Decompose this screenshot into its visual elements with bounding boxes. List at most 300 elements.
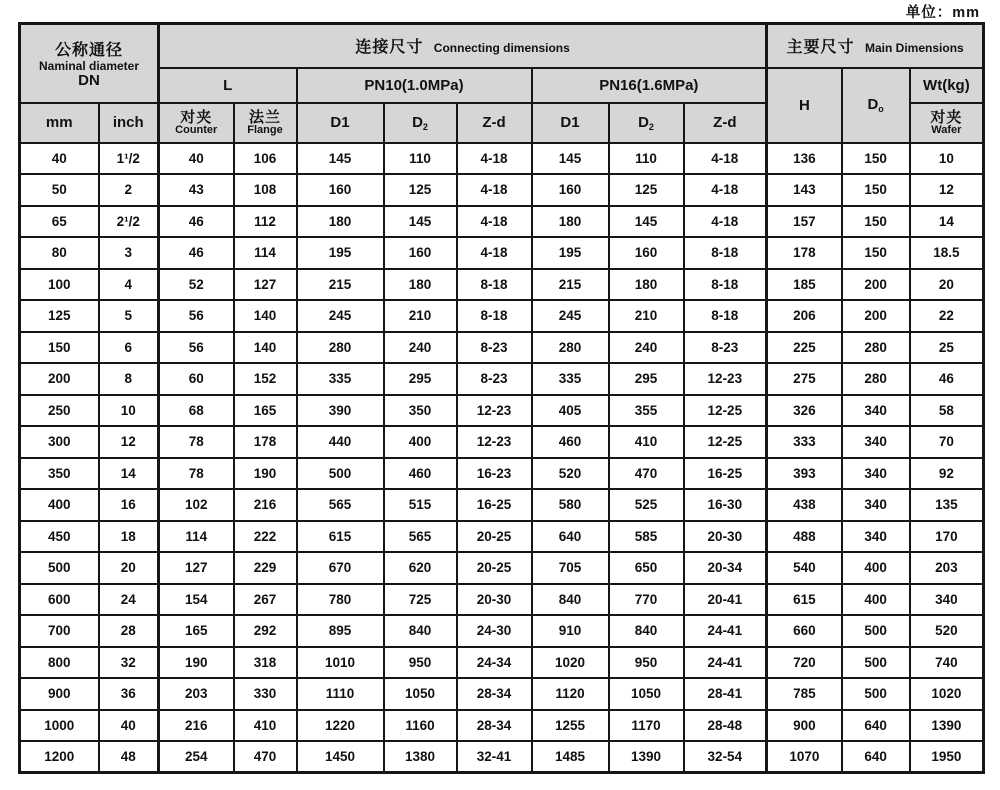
cell-d0: 340 bbox=[842, 458, 910, 490]
table-row bbox=[20, 489, 984, 521]
col-header-mm: mm bbox=[20, 103, 99, 143]
cell-pn16-zd: 16-30 bbox=[684, 489, 767, 521]
cell-pn16-d2: 840 bbox=[609, 615, 684, 647]
col-header-wafer: 对夹 Wafer bbox=[910, 103, 984, 143]
cell-h: 1070 bbox=[767, 741, 842, 773]
cell-pn10-d2: 110 bbox=[384, 143, 457, 175]
cell-d0: 340 bbox=[842, 395, 910, 427]
cell-d0: 280 bbox=[842, 332, 910, 364]
cell-pn10-zd: 24-34 bbox=[457, 647, 532, 679]
cell-pn16-zd: 32-54 bbox=[684, 741, 767, 773]
col-header-zd-pn10: Z-d bbox=[457, 103, 532, 143]
cell-pn16-zd: 20-41 bbox=[684, 584, 767, 616]
cell-pn16-zd: 28-41 bbox=[684, 678, 767, 710]
cell-dn-inch: 8 bbox=[99, 363, 159, 395]
cell-pn16-d1: 160 bbox=[532, 174, 609, 206]
cell-h: 393 bbox=[767, 458, 842, 490]
col-header-d2-pn16: $D_2$ bbox=[609, 103, 684, 143]
cell-l-flange: 470 bbox=[234, 741, 297, 773]
cell-d0: 640 bbox=[842, 741, 910, 773]
table-row bbox=[20, 206, 984, 238]
cell-h: 540 bbox=[767, 552, 842, 584]
cell-d0: 200 bbox=[842, 269, 910, 301]
cell-l-counter: 68 bbox=[159, 395, 234, 427]
cell-d0: 150 bbox=[842, 237, 910, 269]
cell-pn16-d1: 520 bbox=[532, 458, 609, 490]
cell-dn-mm: 50 bbox=[20, 174, 99, 206]
cell-pn16-d2: 240 bbox=[609, 332, 684, 364]
cell-pn10-d2: 180 bbox=[384, 269, 457, 301]
cell-wt-wafer: 10 bbox=[910, 143, 984, 175]
table-row bbox=[20, 552, 984, 584]
table-row bbox=[20, 174, 984, 206]
cell-l-flange: 108 bbox=[234, 174, 297, 206]
cell-h: 785 bbox=[767, 678, 842, 710]
cell-pn16-d1: 405 bbox=[532, 395, 609, 427]
cell-pn16-zd: 24-41 bbox=[684, 615, 767, 647]
cell-pn10-d1: 1450 bbox=[297, 741, 384, 773]
cell-pn10-d2: 350 bbox=[384, 395, 457, 427]
cell-pn16-zd: 4-18 bbox=[684, 143, 767, 175]
cell-l-counter: 56 bbox=[159, 300, 234, 332]
cell-pn10-d2: 145 bbox=[384, 206, 457, 238]
cell-pn16-d2: 470 bbox=[609, 458, 684, 490]
cell-pn16-d2: 125 bbox=[609, 174, 684, 206]
cell-pn16-d1: 1020 bbox=[532, 647, 609, 679]
cell-l-flange: 267 bbox=[234, 584, 297, 616]
col-header-flange: 法兰 Flange bbox=[234, 103, 297, 143]
col-header-inch: inch bbox=[99, 103, 159, 143]
cell-dn-mm: 65 bbox=[20, 206, 99, 238]
cell-dn-inch: 10 bbox=[99, 395, 159, 427]
cell-l-flange: 222 bbox=[234, 521, 297, 553]
cell-pn10-d1: 195 bbox=[297, 237, 384, 269]
cell-pn16-d2: 160 bbox=[609, 237, 684, 269]
cell-pn10-d1: 780 bbox=[297, 584, 384, 616]
cell-pn10-zd: 4-18 bbox=[457, 206, 532, 238]
cell-l-flange: 292 bbox=[234, 615, 297, 647]
cell-dn-inch: 2¹/2 bbox=[99, 206, 159, 238]
col-header-d2-pn10: $D_2$ bbox=[384, 103, 457, 143]
connecting-label-zh: 连接尺寸 bbox=[355, 39, 424, 57]
cell-d0: 200 bbox=[842, 300, 910, 332]
cell-h: 333 bbox=[767, 426, 842, 458]
cell-pn10-d2: 565 bbox=[384, 521, 457, 553]
cell-wt-wafer: 20 bbox=[910, 269, 984, 301]
cell-pn16-d1: 280 bbox=[532, 332, 609, 364]
cell-pn10-d2: 1380 bbox=[384, 741, 457, 773]
cell-dn-inch: 5 bbox=[99, 300, 159, 332]
cell-wt-wafer: 14 bbox=[910, 206, 984, 238]
spec-table bbox=[18, 22, 985, 774]
cell-pn16-d2: 950 bbox=[609, 647, 684, 679]
cell-pn16-d2: 295 bbox=[609, 363, 684, 395]
cell-pn10-zd: 4-18 bbox=[457, 174, 532, 206]
cell-pn10-zd: 28-34 bbox=[457, 710, 532, 742]
cell-pn16-d1: 145 bbox=[532, 143, 609, 175]
cell-l-flange: 318 bbox=[234, 647, 297, 679]
cell-pn16-zd: 28-48 bbox=[684, 710, 767, 742]
table-row bbox=[20, 458, 984, 490]
main-label-en: Main Dimensions bbox=[865, 41, 964, 56]
cell-pn16-d1: 460 bbox=[532, 426, 609, 458]
cell-pn10-d2: 295 bbox=[384, 363, 457, 395]
cell-wt-wafer: 1950 bbox=[910, 741, 984, 773]
cell-pn16-zd: 4-18 bbox=[684, 206, 767, 238]
cell-pn10-d2: 1050 bbox=[384, 678, 457, 710]
cell-pn10-zd: 20-25 bbox=[457, 552, 532, 584]
cell-dn-inch: 12 bbox=[99, 426, 159, 458]
cell-h: 143 bbox=[767, 174, 842, 206]
cell-l-counter: 102 bbox=[159, 489, 234, 521]
col-header-pn16: PN16(1.6MPa) bbox=[532, 68, 767, 103]
cell-pn10-d1: 390 bbox=[297, 395, 384, 427]
cell-d0: 150 bbox=[842, 143, 910, 175]
col-header-wt: Wt(kg) bbox=[910, 68, 984, 103]
cell-pn16-zd: 4-18 bbox=[684, 174, 767, 206]
cell-l-flange: 216 bbox=[234, 489, 297, 521]
cell-dn-mm: 100 bbox=[20, 269, 99, 301]
col-header-l: L bbox=[159, 68, 297, 103]
cell-d0: 500 bbox=[842, 615, 910, 647]
cell-dn-inch: 28 bbox=[99, 615, 159, 647]
cell-h: 275 bbox=[767, 363, 842, 395]
cell-dn-mm: 250 bbox=[20, 395, 99, 427]
cell-pn10-d1: 1010 bbox=[297, 647, 384, 679]
cell-h: 185 bbox=[767, 269, 842, 301]
cell-pn16-d2: 770 bbox=[609, 584, 684, 616]
cell-dn-mm: 600 bbox=[20, 584, 99, 616]
cell-pn10-d2: 620 bbox=[384, 552, 457, 584]
cell-h: 157 bbox=[767, 206, 842, 238]
cell-dn-inch: 18 bbox=[99, 521, 159, 553]
cell-l-flange: 165 bbox=[234, 395, 297, 427]
cell-pn10-zd: 28-34 bbox=[457, 678, 532, 710]
table-row bbox=[20, 426, 984, 458]
table-row bbox=[20, 143, 984, 175]
cell-dn-mm: 200 bbox=[20, 363, 99, 395]
cell-d0: 150 bbox=[842, 174, 910, 206]
cell-pn10-d2: 1160 bbox=[384, 710, 457, 742]
cell-d0: 400 bbox=[842, 552, 910, 584]
cell-dn-mm: 300 bbox=[20, 426, 99, 458]
cell-l-flange: 127 bbox=[234, 269, 297, 301]
cell-l-flange: 114 bbox=[234, 237, 297, 269]
col-header-d1-pn16: D1 bbox=[532, 103, 609, 143]
cell-pn10-d2: 125 bbox=[384, 174, 457, 206]
cell-wt-wafer: 135 bbox=[910, 489, 984, 521]
cell-pn16-zd: 20-34 bbox=[684, 552, 767, 584]
cell-l-flange: 106 bbox=[234, 143, 297, 175]
cell-l-flange: 178 bbox=[234, 426, 297, 458]
table-row bbox=[20, 741, 984, 773]
cell-pn10-d2: 950 bbox=[384, 647, 457, 679]
cell-l-counter: 254 bbox=[159, 741, 234, 773]
cell-dn-mm: 900 bbox=[20, 678, 99, 710]
cell-pn16-zd: 20-30 bbox=[684, 521, 767, 553]
cell-pn16-d1: 1255 bbox=[532, 710, 609, 742]
cell-pn16-zd: 12-25 bbox=[684, 426, 767, 458]
cell-l-counter: 154 bbox=[159, 584, 234, 616]
cell-dn-mm: 350 bbox=[20, 458, 99, 490]
cell-pn16-d2: 210 bbox=[609, 300, 684, 332]
cell-pn16-d2: 180 bbox=[609, 269, 684, 301]
table-row bbox=[20, 237, 984, 269]
cell-pn16-d1: 215 bbox=[532, 269, 609, 301]
cell-pn10-zd: 12-23 bbox=[457, 426, 532, 458]
cell-l-counter: 114 bbox=[159, 521, 234, 553]
cell-pn16-zd: 24-41 bbox=[684, 647, 767, 679]
cell-pn10-zd: 4-18 bbox=[457, 237, 532, 269]
table-row bbox=[20, 647, 984, 679]
dn-label-en: Naminal diameter bbox=[38, 58, 140, 73]
col-header-dn bbox=[20, 24, 159, 103]
cell-pn16-zd: 16-25 bbox=[684, 458, 767, 490]
cell-pn10-d1: 565 bbox=[297, 489, 384, 521]
cell-pn16-d2: 145 bbox=[609, 206, 684, 238]
cell-pn16-d1: 335 bbox=[532, 363, 609, 395]
cell-dn-mm: 450 bbox=[20, 521, 99, 553]
cell-l-counter: 46 bbox=[159, 237, 234, 269]
cell-dn-inch: 32 bbox=[99, 647, 159, 679]
cell-pn10-d1: 1220 bbox=[297, 710, 384, 742]
cell-l-flange: 152 bbox=[234, 363, 297, 395]
cell-wt-wafer: 12 bbox=[910, 174, 984, 206]
cell-l-counter: 190 bbox=[159, 647, 234, 679]
cell-wt-wafer: 1390 bbox=[910, 710, 984, 742]
cell-pn16-zd: 12-25 bbox=[684, 395, 767, 427]
dn-label-code: DN bbox=[78, 72, 100, 90]
cell-h: 136 bbox=[767, 143, 842, 175]
cell-wt-wafer: 170 bbox=[910, 521, 984, 553]
cell-dn-inch: 20 bbox=[99, 552, 159, 584]
cell-l-counter: 43 bbox=[159, 174, 234, 206]
cell-dn-mm: 125 bbox=[20, 300, 99, 332]
table-row bbox=[20, 332, 984, 364]
col-header-main bbox=[767, 24, 984, 68]
cell-dn-inch: 3 bbox=[99, 237, 159, 269]
cell-pn16-d2: 110 bbox=[609, 143, 684, 175]
cell-pn10-d1: 215 bbox=[297, 269, 384, 301]
cell-pn10-zd: 8-18 bbox=[457, 300, 532, 332]
cell-l-flange: 190 bbox=[234, 458, 297, 490]
cell-pn16-d1: 910 bbox=[532, 615, 609, 647]
cell-l-counter: 60 bbox=[159, 363, 234, 395]
cell-pn10-d1: 280 bbox=[297, 332, 384, 364]
cell-pn16-d2: 1170 bbox=[609, 710, 684, 742]
cell-dn-inch: 40 bbox=[99, 710, 159, 742]
cell-wt-wafer: 58 bbox=[910, 395, 984, 427]
cell-pn10-zd: 8-23 bbox=[457, 363, 532, 395]
cell-dn-inch: 36 bbox=[99, 678, 159, 710]
cell-wt-wafer: 46 bbox=[910, 363, 984, 395]
cell-pn16-d2: 410 bbox=[609, 426, 684, 458]
cell-pn10-d1: 160 bbox=[297, 174, 384, 206]
cell-d0: 340 bbox=[842, 521, 910, 553]
cell-pn10-zd: 12-23 bbox=[457, 395, 532, 427]
cell-pn10-d2: 840 bbox=[384, 615, 457, 647]
cell-pn10-d1: 1110 bbox=[297, 678, 384, 710]
cell-dn-mm: 400 bbox=[20, 489, 99, 521]
cell-dn-inch: 48 bbox=[99, 741, 159, 773]
cell-wt-wafer: 1020 bbox=[910, 678, 984, 710]
cell-pn10-d1: 500 bbox=[297, 458, 384, 490]
table-row bbox=[20, 269, 984, 301]
cell-l-counter: 78 bbox=[159, 426, 234, 458]
cell-l-flange: 140 bbox=[234, 300, 297, 332]
cell-pn10-d2: 210 bbox=[384, 300, 457, 332]
col-header-zd-pn16: Z-d bbox=[684, 103, 767, 143]
cell-pn16-d1: 580 bbox=[532, 489, 609, 521]
cell-wt-wafer: 25 bbox=[910, 332, 984, 364]
cell-dn-mm: 40 bbox=[20, 143, 99, 175]
cell-pn16-d1: 195 bbox=[532, 237, 609, 269]
cell-pn16-d2: 525 bbox=[609, 489, 684, 521]
cell-d0: 500 bbox=[842, 678, 910, 710]
cell-h: 660 bbox=[767, 615, 842, 647]
cell-pn10-d1: 180 bbox=[297, 206, 384, 238]
cell-pn10-d1: 335 bbox=[297, 363, 384, 395]
cell-pn16-d2: 650 bbox=[609, 552, 684, 584]
cell-pn10-zd: 16-25 bbox=[457, 489, 532, 521]
cell-pn10-d2: 460 bbox=[384, 458, 457, 490]
cell-dn-inch: 24 bbox=[99, 584, 159, 616]
cell-l-counter: 127 bbox=[159, 552, 234, 584]
cell-l-counter: 46 bbox=[159, 206, 234, 238]
cell-wt-wafer: 203 bbox=[910, 552, 984, 584]
cell-pn10-zd: 4-18 bbox=[457, 143, 532, 175]
cell-pn10-zd: 32-41 bbox=[457, 741, 532, 773]
cell-l-counter: 203 bbox=[159, 678, 234, 710]
cell-l-counter: 52 bbox=[159, 269, 234, 301]
cell-wt-wafer: 340 bbox=[910, 584, 984, 616]
cell-d0: 400 bbox=[842, 584, 910, 616]
cell-pn16-zd: 8-18 bbox=[684, 237, 767, 269]
cell-l-flange: 140 bbox=[234, 332, 297, 364]
main-label-zh: 主要尺寸 bbox=[786, 39, 855, 57]
cell-d0: 280 bbox=[842, 363, 910, 395]
table-row bbox=[20, 363, 984, 395]
cell-pn16-zd: 8-23 bbox=[684, 332, 767, 364]
cell-dn-mm: 800 bbox=[20, 647, 99, 679]
cell-dn-mm: 700 bbox=[20, 615, 99, 647]
cell-pn10-d2: 400 bbox=[384, 426, 457, 458]
cell-l-counter: 165 bbox=[159, 615, 234, 647]
cell-pn10-zd: 8-23 bbox=[457, 332, 532, 364]
cell-pn16-d2: 1390 bbox=[609, 741, 684, 773]
cell-h: 178 bbox=[767, 237, 842, 269]
cell-h: 438 bbox=[767, 489, 842, 521]
cell-dn-mm: 80 bbox=[20, 237, 99, 269]
table-row bbox=[20, 615, 984, 647]
table-row bbox=[20, 678, 984, 710]
cell-pn16-d1: 705 bbox=[532, 552, 609, 584]
cell-h: 720 bbox=[767, 647, 842, 679]
cell-wt-wafer: 520 bbox=[910, 615, 984, 647]
cell-dn-inch: 4 bbox=[99, 269, 159, 301]
col-header-connecting bbox=[159, 24, 767, 68]
cell-h: 488 bbox=[767, 521, 842, 553]
cell-pn16-d1: 840 bbox=[532, 584, 609, 616]
cell-wt-wafer: 740 bbox=[910, 647, 984, 679]
cell-l-counter: 216 bbox=[159, 710, 234, 742]
spec-table-body bbox=[20, 143, 984, 773]
cell-pn10-zd: 20-30 bbox=[457, 584, 532, 616]
cell-pn16-d2: 585 bbox=[609, 521, 684, 553]
cell-dn-inch: 2 bbox=[99, 174, 159, 206]
cell-pn10-d1: 245 bbox=[297, 300, 384, 332]
cell-pn16-d1: 640 bbox=[532, 521, 609, 553]
cell-l-flange: 229 bbox=[234, 552, 297, 584]
cell-l-counter: 78 bbox=[159, 458, 234, 490]
cell-dn-inch: 1¹/2 bbox=[99, 143, 159, 175]
cell-pn10-d1: 895 bbox=[297, 615, 384, 647]
cell-pn10-d2: 240 bbox=[384, 332, 457, 364]
cell-pn16-d2: 355 bbox=[609, 395, 684, 427]
cell-dn-inch: 6 bbox=[99, 332, 159, 364]
cell-pn10-zd: 20-25 bbox=[457, 521, 532, 553]
cell-dn-inch: 14 bbox=[99, 458, 159, 490]
col-header-h: H bbox=[767, 68, 842, 143]
cell-d0: 340 bbox=[842, 426, 910, 458]
cell-l-counter: 40 bbox=[159, 143, 234, 175]
col-header-d0: $D_o$ bbox=[842, 68, 910, 143]
cell-l-flange: 410 bbox=[234, 710, 297, 742]
cell-l-flange: 330 bbox=[234, 678, 297, 710]
table-row bbox=[20, 395, 984, 427]
cell-pn10-d1: 615 bbox=[297, 521, 384, 553]
cell-h: 225 bbox=[767, 332, 842, 364]
cell-dn-mm: 1200 bbox=[20, 741, 99, 773]
cell-pn10-zd: 8-18 bbox=[457, 269, 532, 301]
cell-pn16-zd: 8-18 bbox=[684, 269, 767, 301]
cell-pn16-d1: 180 bbox=[532, 206, 609, 238]
cell-d0: 340 bbox=[842, 489, 910, 521]
cell-h: 615 bbox=[767, 584, 842, 616]
table-row bbox=[20, 521, 984, 553]
cell-pn10-zd: 16-23 bbox=[457, 458, 532, 490]
col-header-counter: 对夹 Counter bbox=[159, 103, 234, 143]
cell-l-counter: 56 bbox=[159, 332, 234, 364]
cell-h: 900 bbox=[767, 710, 842, 742]
cell-pn16-d1: 1120 bbox=[532, 678, 609, 710]
cell-d0: 150 bbox=[842, 206, 910, 238]
cell-wt-wafer: 70 bbox=[910, 426, 984, 458]
cell-wt-wafer: 22 bbox=[910, 300, 984, 332]
cell-d0: 640 bbox=[842, 710, 910, 742]
cell-dn-mm: 500 bbox=[20, 552, 99, 584]
cell-l-flange: 112 bbox=[234, 206, 297, 238]
cell-pn16-d1: 245 bbox=[532, 300, 609, 332]
cell-dn-inch: 16 bbox=[99, 489, 159, 521]
cell-pn10-zd: 24-30 bbox=[457, 615, 532, 647]
cell-pn16-zd: 12-23 bbox=[684, 363, 767, 395]
cell-pn16-zd: 8-18 bbox=[684, 300, 767, 332]
cell-pn10-d2: 515 bbox=[384, 489, 457, 521]
cell-d0: 500 bbox=[842, 647, 910, 679]
table-row bbox=[20, 584, 984, 616]
table-row bbox=[20, 300, 984, 332]
cell-h: 206 bbox=[767, 300, 842, 332]
cell-pn16-d2: 1050 bbox=[609, 678, 684, 710]
col-header-d1-pn10: D1 bbox=[297, 103, 384, 143]
table-row bbox=[20, 710, 984, 742]
cell-pn10-d2: 160 bbox=[384, 237, 457, 269]
connecting-label-en: Connecting dimensions bbox=[433, 41, 570, 56]
cell-pn16-d1: 1485 bbox=[532, 741, 609, 773]
col-header-pn10: PN10(1.0MPa) bbox=[297, 68, 532, 103]
cell-wt-wafer: 92 bbox=[910, 458, 984, 490]
